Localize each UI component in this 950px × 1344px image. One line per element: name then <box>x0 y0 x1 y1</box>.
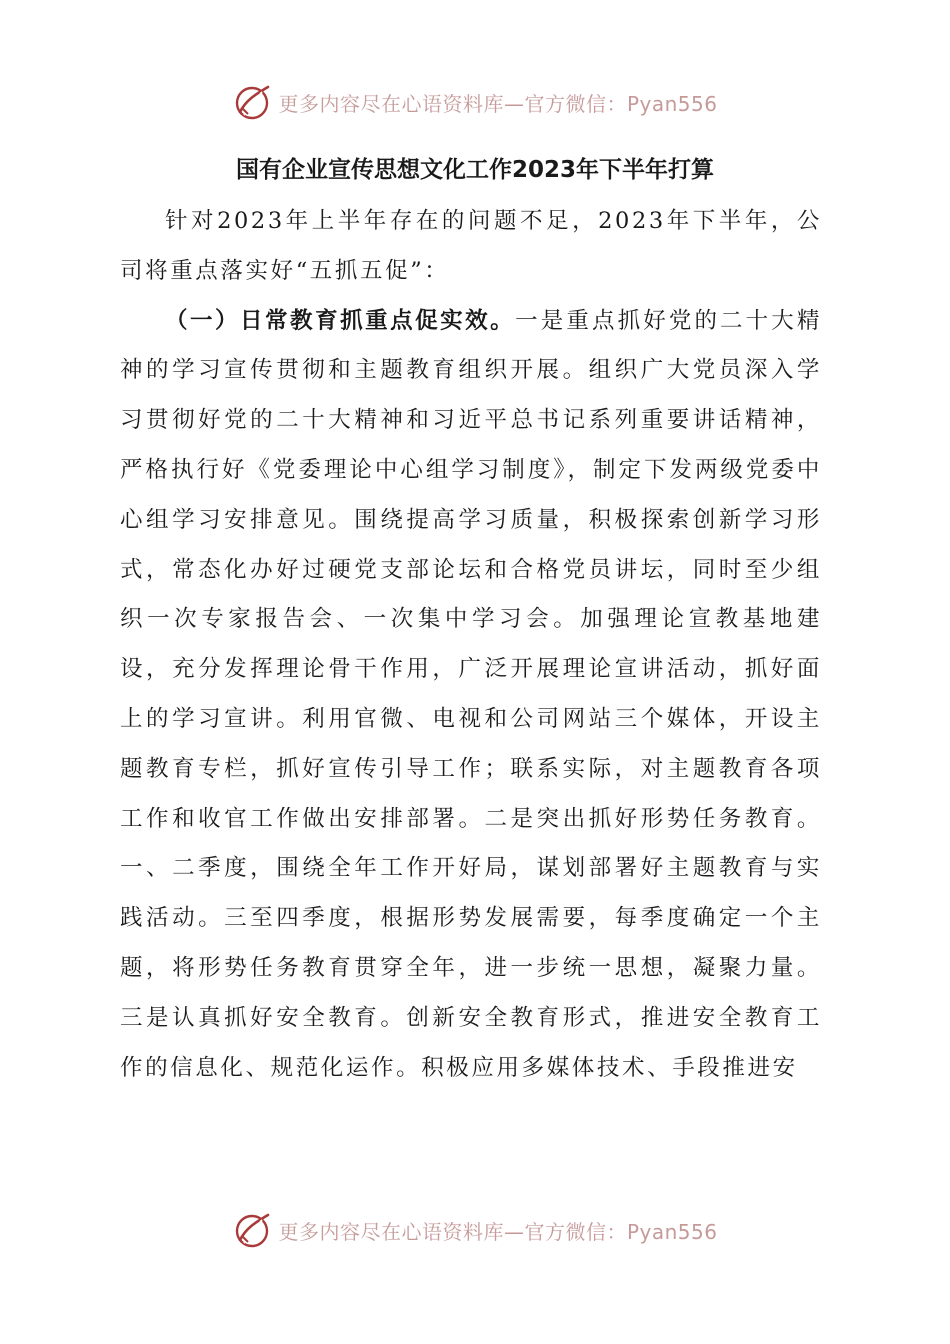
document-body <box>120 197 822 1093</box>
pen-circle-logo-icon <box>232 82 272 122</box>
intro-paragraph-text: 针对2023年上半年存在的问题不足，2023年下半年，公司将重点落实好“五抓五促”： <box>120 208 822 284</box>
header-watermark-text: 更多内容尽在心语资料库—官方微信：Pyan556 <box>278 91 718 116</box>
header-watermark <box>0 80 950 124</box>
document-title: 国有企业宣传思想文化工作2023年下半年打算 <box>235 157 714 183</box>
intro-paragraph <box>120 197 822 297</box>
section-one-text: 一是重点抓好党的二十大精神的学习宣传贯彻和主题教育组织开展。组织广大党员深入学习贯彻好党的二十大精神和习近平总书记系列重要讲话精神，严格执行好《党委理论中心组学习制度》，制定下发两级党委中心组学习安排意见。围绕提高学习质量，积极探索创新学习形式，常态化办好过硬党支部论坛和合格党员讲坛，同时至少组织一次专家报告会、一次集中学习会。加强理论宣教基地建设，充分发挥理论骨干作用，广泛开展理论宣讲活动，抓好面上的学习宣讲。利用官微、电视和公司网站三个媒体，开设主题教育专栏，抓好宣传引导工作；联系实际，对主题教育各项工作和收官工作做出安排部署。二是突出抓好形势任务教育。一、二季度，围绕全年工作开好局，谋划部署好主题教育与实践活动。三至四季度，根据形势发展需要，每季度确定一个主题，将形势任务教育贯穿全年，进一步统一思想，凝聚力量。三是认真抓好安全教育。创新安全教育形式，推进安全教育工作的信息化、规范化运作。积极应用多媒体技术、手段推进安 <box>120 307 822 1081</box>
footer-watermark-text: 更多内容尽在心语资料库—官方微信：Pyan556 <box>278 1219 718 1244</box>
footer-watermark <box>0 1208 950 1252</box>
section-one-paragraph <box>120 297 822 1094</box>
section-one-heading: （一）日常教育抓重点促实效。 <box>165 307 516 334</box>
pen-circle-logo-icon <box>232 1210 272 1250</box>
